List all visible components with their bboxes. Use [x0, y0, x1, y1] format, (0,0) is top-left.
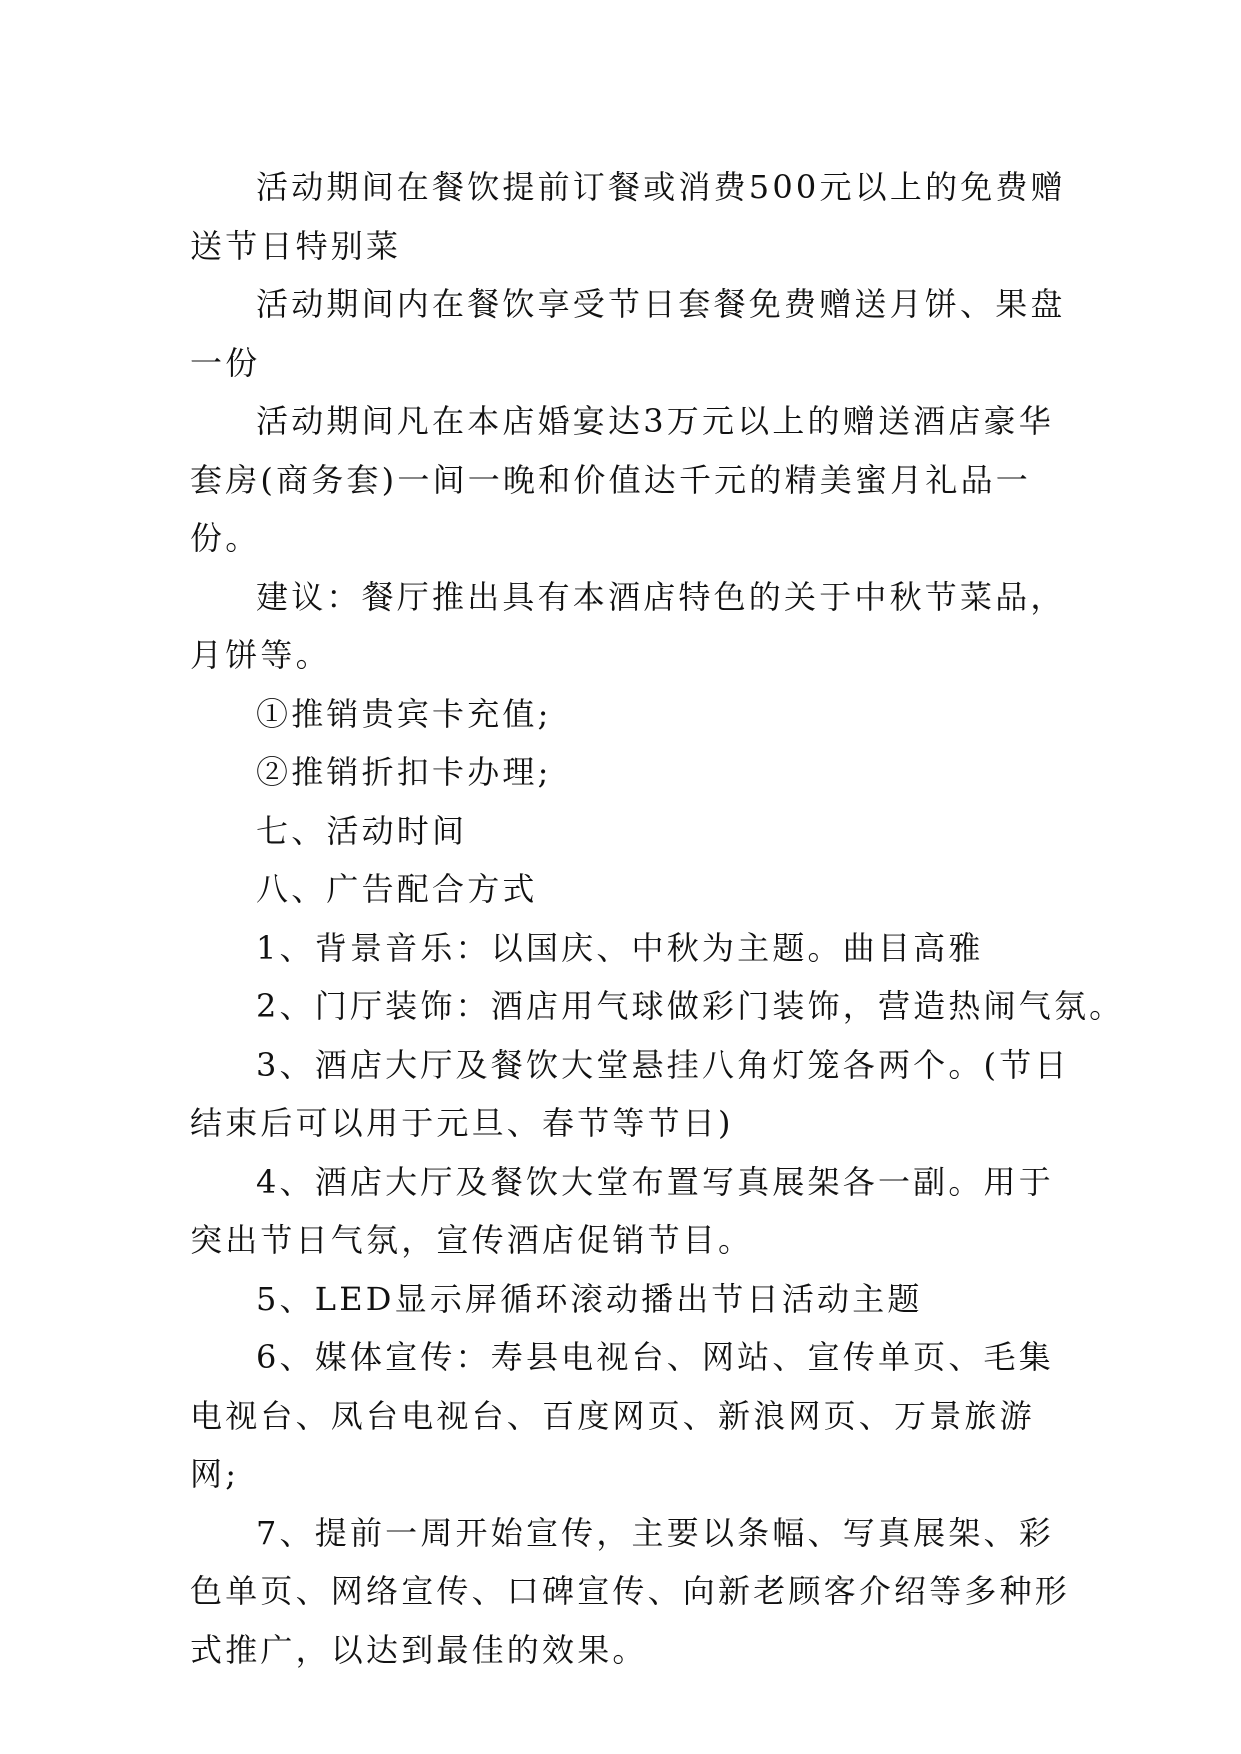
section-heading-7: 七、活动时间 [256, 811, 468, 850]
list-item-1: 1、背景音乐：以国庆、中秋为主题。曲目高雅 [256, 928, 984, 967]
paragraph-5: ①推销贵宾卡充值; [256, 694, 552, 733]
paragraph-4: 建议：餐厅推出具有本酒店特色的关于中秋节菜品，月饼等。 [190, 577, 1066, 674]
paragraph-3: 活动期间凡在本店婚宴达3万元以上的赠送酒店豪华套房(商务套)一间一晚和价值达千元的精美蜜月礼品一份。 [190, 402, 1054, 557]
list-item-3: 3、酒店大厅及餐饮大堂悬挂八角灯笼各两个。(节日结束后可以用于元旦、春节等节日) [190, 1045, 1070, 1142]
list-item-2: 2、门厅装饰：酒店用气球做彩门装饰，营造热闹气氛。 [256, 987, 1125, 1025]
list-item-5: 5、LED显示屏循环滚动播出节日活动主题 [256, 1279, 923, 1318]
list-item-7: 7、提前一周开始宣传，主要以条幅、写真展架、彩色单页、网络宣传、口碑宣传、向新老顾客介绍等多种形式推广，以达到最佳的效果。 [190, 1513, 1071, 1669]
paragraph-1: 活动期间在餐饮提前订餐或消费500元以上的免费赠送节日特别菜 [190, 168, 1066, 265]
paragraph-2: 活动期间内在餐饮享受节日套餐免费赠送月饼、果盘一份 [190, 285, 1066, 382]
section-heading-8: 八、广告配合方式 [256, 870, 538, 908]
document-body [190, 158, 1125, 1679]
list-item-6: 6、媒体宣传：寿县电视台、网站、宣传单页、毛集电视台、凤台电视台、百度网页、新浪网页、万景旅游网; [190, 1338, 1054, 1493]
list-item-4: 4、酒店大厅及餐饮大堂布置写真展架各一副。用于突出节日气氛，宣传酒店促销节目。 [190, 1162, 1054, 1259]
paragraph-6: ②推销折扣卡办理; [256, 753, 552, 791]
